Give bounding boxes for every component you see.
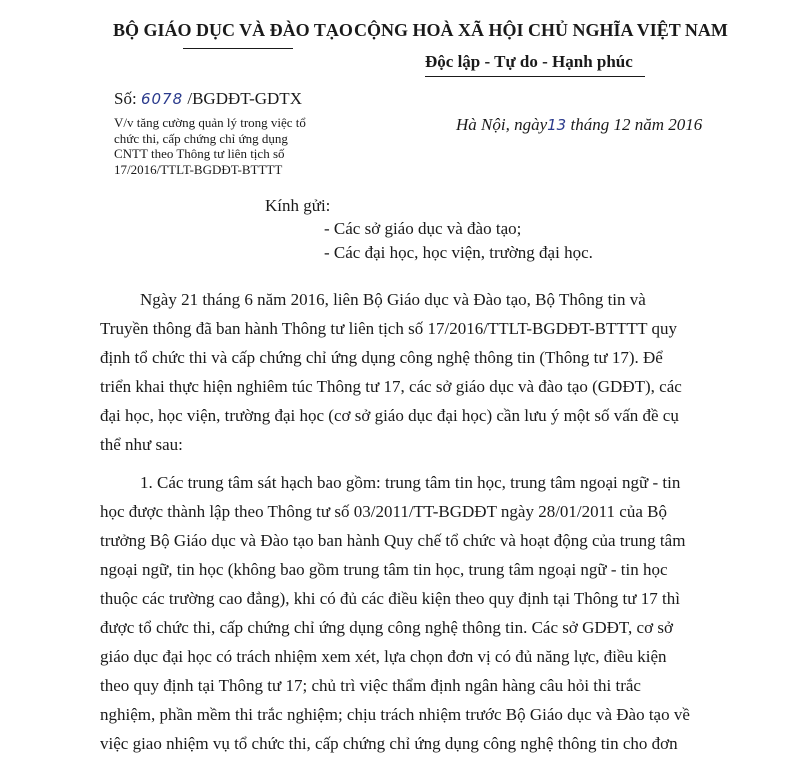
paragraph-line: đại học, học viện, trường đại học (cơ sở giáo dục đại học) cần lưu ý một số vấn đề cụ [100, 406, 679, 425]
paragraph-line: được tổ chức thi, cấp chứng chỉ ứng dụng công nghệ thông tin. Các sở GDĐT, cơ sở [100, 618, 673, 637]
subject-line: 17/2016/TTLT-BGDĐT-BTTTT [114, 161, 283, 177]
subject-line: chức thi, cấp chứng chỉ ứng dụng [114, 130, 288, 146]
subject-line: CNTT theo Thông tư liên tịch số [114, 146, 285, 161]
national-motto: Độc lập - Tự do - Hạnh phúc [425, 52, 633, 71]
recipient-item: - Các đại học, học viện, trường đại học. [324, 243, 593, 262]
paragraph-line: theo quy định tại Thông tư 17; chủ trì việc thẩm định ngân hàng câu hỏi thi trắc [100, 676, 641, 695]
subject-block [114, 115, 374, 177]
reference-prefix: Số: [114, 89, 137, 108]
paragraph-line: thuộc các trường cao đẳng), khi có đủ các điều kiện theo quy định tại Thông tư 17 thì [100, 589, 680, 608]
ministry-underline [183, 48, 293, 49]
paragraph-line: định tổ chức thi và cấp chứng chỉ ứng dụng công nghệ thông tin (Thông tư 17). Để [100, 348, 663, 367]
reference-handwritten-number: 6078 [140, 90, 184, 108]
recipient-item: - Các sở giáo dục và đào tạo; [324, 219, 522, 238]
paragraph-line: việc giao nhiệm vụ tổ chức thi, cấp chứng chỉ ứng dụng công nghệ thông tin cho đơn [100, 734, 678, 753]
paragraph-line: thể như sau: [100, 435, 183, 454]
reference-number [114, 89, 302, 109]
date-prefix: Hà Nội, ngày [456, 115, 548, 134]
greeting: Kính gửi: [265, 196, 331, 215]
paragraph-line: Truyền thông đã ban hành Thông tư liên tịch số 17/2016/TTLT-BGDĐT-BTTTT quy [100, 319, 677, 338]
paragraph-line: giáo dục đại học có trách nhiệm xem xét, lựa chọn đơn vị có đủ năng lực, điều kiện [100, 647, 667, 666]
date-handwritten-day: 13 [547, 116, 567, 134]
paragraph-line: trưởng Bộ Giáo dục và Đào tạo ban hành Quy chế tổ chức và hoạt động của trung tâm [100, 531, 686, 550]
subject-line: V/v tăng cường quản lý trong việc tổ [114, 115, 306, 130]
paragraph-line: nghiệm, phần mềm thi trắc nghiệm; chịu trách nhiệm trước Bộ Giáo dục và Đào tạo về [100, 705, 690, 724]
paragraph-line: 1. Các trung tâm sát hạch bao gồm: trung tâm tin học, trung tâm ngoại ngữ - tin [140, 473, 681, 492]
paragraph-line: ngoại ngữ, tin học (không bao gồm trung tâm tin học, trung tâm ngoại ngữ - tin học [100, 560, 668, 579]
date-rest: tháng 12 năm 2016 [566, 115, 703, 134]
motto-underline [425, 76, 645, 77]
document-date [456, 115, 702, 135]
ministry-name: BỘ GIÁO DỤC VÀ ĐÀO TẠO [113, 20, 353, 40]
paragraph-line: triển khai thực hiện nghiêm túc Thông tư 17, các sở giáo dục và đào tạo (GDĐT), các [100, 377, 682, 396]
paragraph-line: Ngày 21 tháng 6 năm 2016, liên Bộ Giáo dục và Đào tạo, Bộ Thông tin và [140, 290, 646, 309]
paragraph-line: học được thành lập theo Thông tư số 03/2011/TT-BGDĐT ngày 28/01/2011 của Bộ [100, 502, 667, 521]
reference-suffix: /BGDĐT-GDTX [187, 89, 302, 108]
country-name: CỘNG HOÀ XÃ HỘI CHỦ NGHĨA VIỆT NAM [354, 20, 728, 40]
